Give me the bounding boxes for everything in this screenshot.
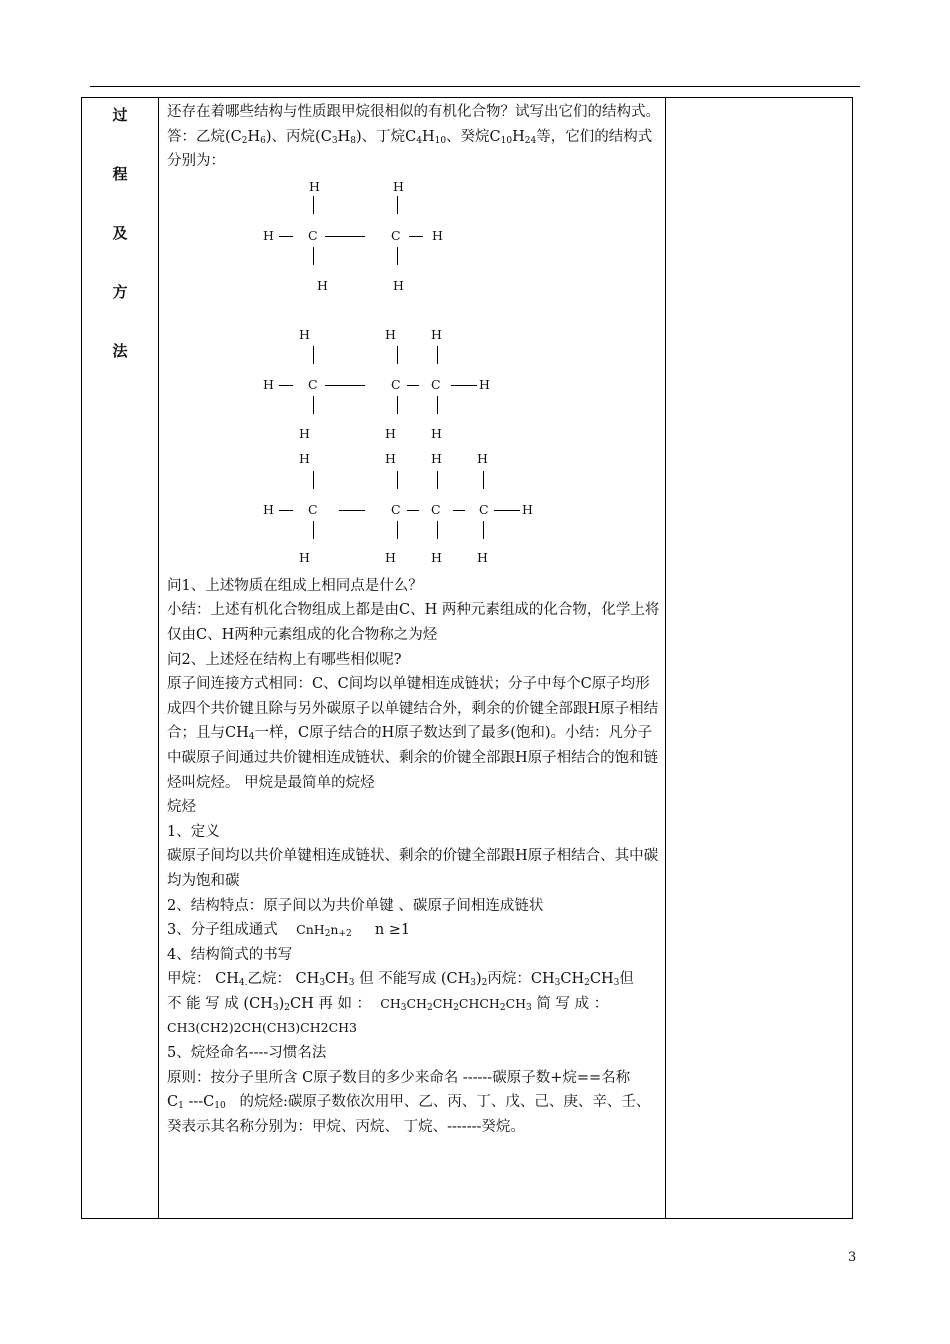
side-label-char: 过 [112, 106, 128, 124]
side-label-char: 法 [112, 342, 128, 360]
general-formula: 3、分子组成通式 $CnH_2n_{+2}$ n ≥1 [167, 922, 411, 940]
notes-cell [666, 98, 853, 1219]
page-number: 3 [848, 1250, 857, 1265]
examples-line-3: CH3(CH2)2CH(CH3)CH2CH3 [167, 1020, 358, 1036]
side-label-char: 及 [112, 224, 128, 242]
structure-explanation: 原子间连接方式相同：C、C间均以单键相连成链状；分子中每个C原子均形成四个共价键且除与另外碳原子以单键结合外，剩余的价键全部跟H原子相结合；且与$CH_4$一样，C原子结合的H原子数达到了最多(饱和)。小结：凡分子中碳原子间通过共价键相连成链状、剩余的价键全部跟H原子相结合的饱和链烃叫烷烃。 甲烷是最简单的烷烃 [167, 676, 659, 791]
naming-rule: 原则：按分子里所含 C原子数目的多少来命名 ------碳原子数+烷==名称 [167, 1069, 631, 1086]
lesson-table [81, 97, 853, 1219]
content-cell [159, 98, 666, 1219]
answer-text: 答：乙烷$(C_2H_6)$、丙烷$(C_3H_8)$、丁烷$C_4H_{10}$、癸烷$C_{10}H_{24}$等，它们的结构式分别为： [167, 128, 653, 170]
side-label-cell [82, 98, 159, 1219]
question-1: 问1、上述物质在组成上相同点是什么？ [167, 577, 423, 594]
header-rule [90, 86, 860, 87]
question-text: 还存在着哪些结构与性质跟甲烷很相似的有机化合物？试写出它们的结构式。 [167, 104, 660, 120]
side-label-char: 方 [112, 283, 128, 301]
summary-1: 小结：上述有机化合物组成上都是由C、H 两种元素组成的化合物，化学上将仅由C、H两种元素组成的化合物称之为烃 [167, 602, 660, 643]
examples-line-1: 甲烷： $CH_{4.}$乙烷： $CH_3CH_3$ 但 不能写成 $(CH_3)_2$丙烷：$CH_3CH_2CH_3$但 [167, 971, 634, 989]
question-2: 问2、上述烃在结构上有哪些相似呢? [167, 651, 402, 668]
alkane-heading: 烷烃 [167, 799, 196, 816]
structure-features: 2、结构特点：原子间以为共价单键 、碳原子间相连成链状 [167, 897, 544, 914]
c1-c10-naming: $C_1$ $---C_{10}$ 的烷烃:碳原子数依次用甲、乙、丙、丁、戊、己、庚、辛、壬、癸表示其名称分别为：甲烷、丙烷、 丁烷、-------癸烷。 [167, 1094, 651, 1135]
structural-formulas: H H H C C H H H H H H H C C C H H H H H H H H H C C C C H H H H H [263, 178, 533, 565]
examples-line-2: 不 能 写 成 $(CH_3)_2CH$ 再 如 ： $CH_3CH_2CH_2CHCH_2CH_3$ 简 写 成 ： [167, 995, 609, 1013]
side-label-char: 程 [112, 165, 128, 183]
definition-text: 碳原子间均以共价单键相连成链状、剩余的价键全部跟H原子相结合、其中碳均为饱和碳 [167, 848, 659, 889]
condensed-formula-heading: 4、结构简式的书写 [167, 946, 293, 963]
definition-heading: 1、定义 [167, 823, 220, 840]
naming-heading: 5、烷烃命名----习惯名法 [167, 1045, 327, 1062]
